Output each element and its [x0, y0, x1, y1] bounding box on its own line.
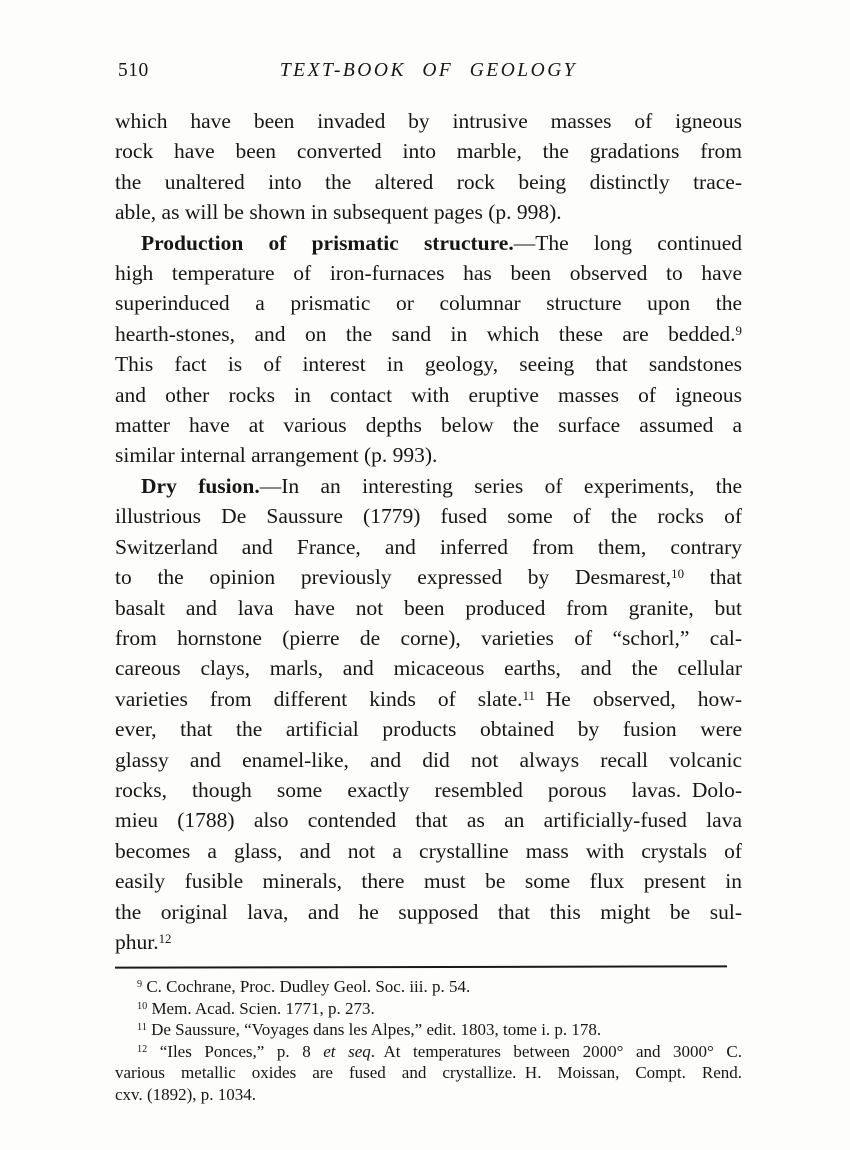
text-segment: Mem. Acad. Scien. 1771, p. 273.: [147, 998, 375, 1018]
text-segment: easily fusible minerals, there must be some flux present in: [115, 869, 742, 894]
text-segment: superinduced a prismatic or columnar structure upon the: [115, 291, 742, 316]
footnote-ref: 11: [522, 688, 535, 703]
text-segment: similar internal arrangement (p. 993).: [115, 443, 438, 468]
text-segment: glassy and enamel-like, and did not always recall volcanic: [115, 747, 742, 772]
text-segment: De Saussure, “Voyages dans les Alpes,” edit. 1803, tome i. p. 178.: [146, 1020, 602, 1039]
text-segment: mieu (1788) also contended that as an artificially-fused lava: [115, 808, 742, 833]
body-text-line: [115, 593, 742, 623]
body-text-line: [115, 836, 742, 866]
body-text-line: [115, 623, 742, 653]
footnote-ref: 11: [137, 1022, 147, 1034]
text-segment: able, as will be shown in subsequent pages (p. 998).: [115, 200, 562, 225]
body-text-line: [115, 501, 742, 531]
body-text-line: [115, 228, 742, 258]
body-text-line: [115, 775, 742, 805]
body-text-line: [115, 167, 742, 197]
text-segment: matter have at various depths below the surface assumed a: [115, 413, 742, 438]
text-segment: —In an interesting series of experiments, the: [259, 473, 742, 498]
body-text-line: [115, 440, 742, 470]
text-segment: which have been invaded by intrusive masses of igneous: [115, 109, 742, 133]
body-text-line: [115, 866, 742, 896]
body-text-line: [115, 380, 742, 410]
footnote-ref: 10: [671, 566, 685, 581]
footnote-line: [115, 976, 742, 998]
text-segment: phur.: [115, 929, 159, 954]
text-segment: the unaltered into the altered rock being distinctly trace-: [115, 169, 742, 194]
text-segment: “Iles Ponces,” p. 8: [147, 1041, 324, 1061]
page-header: [115, 60, 742, 86]
body-text-line: [115, 288, 742, 318]
text-segment: —The long continued: [513, 230, 743, 255]
body-text-line: [115, 684, 742, 714]
body-text-line: [115, 258, 742, 288]
text-segment: that: [684, 565, 742, 590]
body-text: [115, 106, 742, 957]
body-text-line: [115, 410, 742, 440]
text-segment: to the opinion previously expressed by Desmarest,: [115, 565, 672, 590]
footnote-line: [115, 1084, 742, 1106]
text-segment: varieties from different kinds of slate.: [115, 686, 523, 711]
footnotes: [115, 976, 742, 1105]
footnote-ref: 9: [735, 323, 742, 338]
body-text-line: [115, 197, 742, 227]
body-text-line: [115, 319, 742, 349]
text-segment: careous clays, marls, and micaceous earths, and the cellular: [115, 656, 742, 681]
body-text-line: [115, 714, 742, 744]
body-text-line: [115, 106, 742, 136]
footnote-ref: 10: [137, 1000, 148, 1012]
body-text-line: [115, 349, 742, 379]
body-text-line: [115, 562, 742, 592]
body-text-line: [115, 532, 742, 562]
text-segment: illustrious De Saussure (1779) fused some of the rocks of: [115, 504, 742, 529]
text-segment: various metallic oxides are fused and crystallize. H. Moissan, Compt. Rend.: [115, 1063, 742, 1082]
text-segment: hearth-stones, and on the sand in which these are bedded.: [115, 321, 736, 346]
footnote-line: [115, 1019, 742, 1041]
body-text-line: [115, 653, 742, 683]
text-segment: high temperature of iron-furnaces has been observed to have: [115, 261, 742, 286]
text-segment: C. Cochrane, Proc. Dudley Geol. Soc. iii. p. 54.: [142, 977, 471, 996]
text-segment: becomes a glass, and not a crystalline mass with crystals of: [115, 838, 742, 863]
text-segment: rock have been converted into marble, the gradations from: [115, 139, 742, 164]
text-segment: . At temperatures between 2000° and 3000° C.: [370, 1041, 742, 1061]
footnote-ref: 12: [158, 931, 172, 946]
footnote-line: [115, 1062, 742, 1084]
body-text-line: [115, 805, 742, 835]
text-segment: Switzerland and France, and inferred from them, contrary: [115, 534, 742, 559]
text-segment: et seq: [323, 1041, 371, 1061]
text-segment: Production of prismatic structure.: [141, 230, 514, 255]
body-text-line: [115, 471, 742, 501]
footnote-ref: 12: [137, 1043, 148, 1055]
footnote-divider: [115, 965, 727, 968]
body-text-line: [115, 897, 742, 927]
text-segment: This fact is of interest in geology, seeing that sandstones: [115, 352, 742, 377]
footnote-line: [115, 998, 742, 1020]
text-segment: ever, that the artificial products obtained by fusion were: [115, 717, 742, 742]
text-segment: basalt and lava have not been produced from granite, but: [115, 595, 742, 620]
text-segment: and other rocks in contact with eruptive masses of igneous: [115, 382, 742, 407]
page-number: 510: [118, 60, 149, 81]
text-segment: rocks, though some exactly resembled porous lavas. Dolo-: [115, 777, 742, 802]
footnote-ref: 9: [137, 979, 143, 991]
footnote-line: [115, 1041, 742, 1063]
body-text-line: [115, 927, 742, 957]
text-segment: cxv. (1892), p. 1034.: [115, 1084, 257, 1104]
text-segment: He observed, how-: [534, 686, 742, 711]
text-segment: the original lava, and he supposed that this might be sul-: [115, 899, 742, 924]
text-segment: from hornstone (pierre de corne), varieties of “schorl,” cal-: [115, 625, 742, 650]
text-segment: Dry fusion.: [141, 473, 260, 498]
running-title: TEXT-BOOK OF GEOLOGY: [279, 60, 578, 81]
body-text-line: [115, 136, 742, 166]
body-text-line: [115, 745, 742, 775]
